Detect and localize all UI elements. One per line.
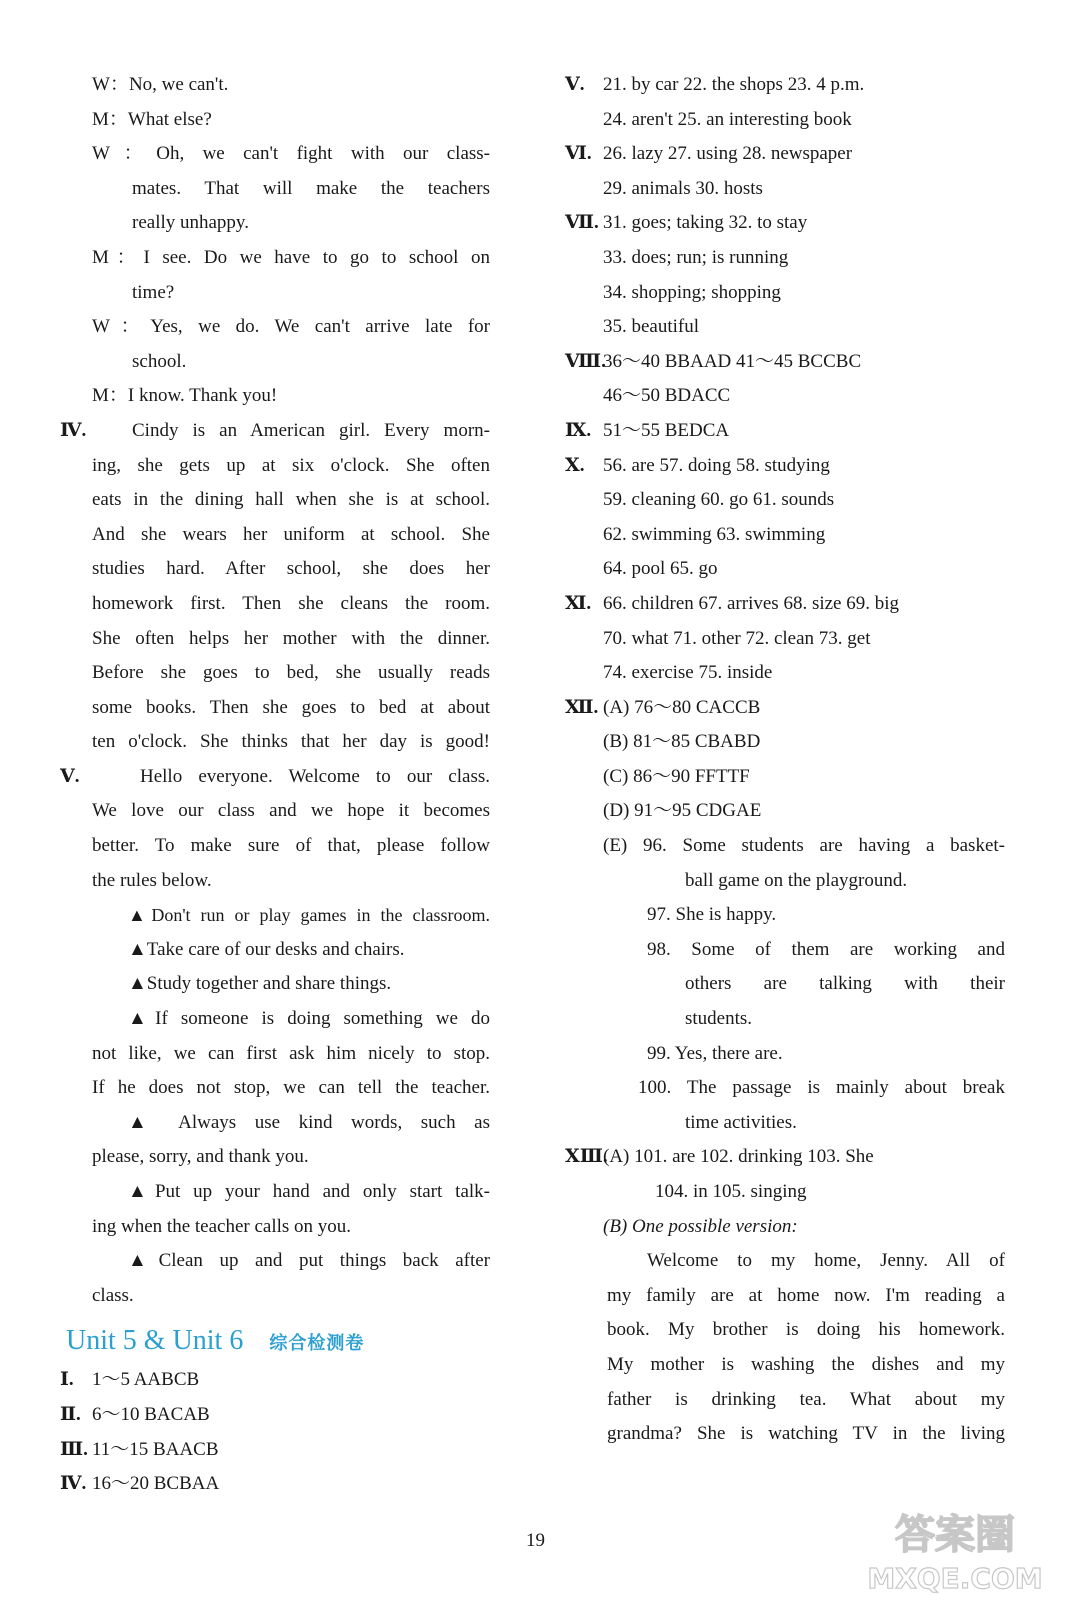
- answer-line: ball game on the playground.: [685, 869, 908, 891]
- watermark-logo: [845, 1500, 1065, 1595]
- answer-line: Ⅲ. 11～15 BAACB: [60, 1438, 219, 1460]
- essay-line: My mother is washing the dishes and my: [607, 1353, 1005, 1375]
- answer-line: 64. pool 65. go: [603, 558, 718, 580]
- rule-line: If he does not stop, we can tell the teacher.: [92, 1077, 490, 1099]
- rule-line: ▲Put up your hand and only start talk-: [128, 1181, 490, 1202]
- rule-line: ▲If someone is doing something we do: [128, 1008, 490, 1030]
- answer-line: 35. beautiful: [603, 316, 700, 338]
- essay-line: Welcome to my home, Jenny. All of: [647, 1250, 1005, 1272]
- passage-line: Ⅴ. Hello everyone. Welcome to our class.: [60, 765, 490, 787]
- passage-line: We love our class and we hope it becomes: [92, 800, 490, 822]
- rule-line: ▲Clean up and put things back after: [128, 1250, 490, 1272]
- right-column: [565, 68, 1005, 1452]
- dialogue-line: mates. That will make the teachers: [132, 177, 490, 199]
- rule-line: ▲ Always use kind words, such as: [128, 1111, 490, 1133]
- dialogue-line: M：What else?: [92, 108, 212, 130]
- essay-line: my family are at home now. I'm reading a: [607, 1284, 1005, 1306]
- answer-line: 34. shopping; shopping: [603, 281, 781, 303]
- answer-line: 24. aren't 25. an interesting book: [603, 108, 852, 130]
- answer-line: others are talking with their: [685, 973, 1005, 995]
- dialogue-line: M：I see. Do we have to go to school on: [92, 246, 490, 268]
- passage-line: She often helps her mother with the dinner.: [92, 627, 490, 649]
- answer-line: (C) 86～90 FFTTF: [603, 765, 750, 787]
- unit-title: Unit 5 & Unit 6: [66, 1325, 244, 1357]
- answer-line: Ⅴ. 21. by car 22. the shops 23. 4 p.m.: [565, 74, 865, 95]
- page-number: 19: [526, 1530, 545, 1551]
- answer-line: 29. animals 30. hosts: [603, 177, 763, 199]
- answer-line: Ⅷ. 36～40 BBAAD 41～45 BCCBC: [565, 350, 862, 372]
- watermark-title: 答案圈: [895, 1512, 1015, 1558]
- passage-line: some books. Then she goes to bed at about: [92, 696, 490, 718]
- answer-line: 100. The passage is mainly about break: [638, 1077, 1005, 1099]
- passage-line: homework first. Then she cleans the room.: [92, 592, 490, 614]
- passage-line: better. To make sure of that, please follow: [92, 835, 490, 857]
- rule-line: class.: [92, 1284, 134, 1306]
- answer-line: 98. Some of them are working and: [647, 938, 1005, 960]
- answer-line: 59. cleaning 60. go 61. sounds: [603, 489, 835, 511]
- passage-line: Before she goes to bed, she usually reads: [92, 662, 490, 684]
- answer-line: 62. swimming 63. swimming: [603, 523, 826, 545]
- essay-line: grandma? She is watching TV in the living: [607, 1423, 1005, 1445]
- answer-line: students.: [685, 1008, 753, 1030]
- answer-line: (B) 81～85 CBABD: [603, 731, 761, 753]
- dialogue-line: time?: [132, 281, 175, 303]
- rule-line: not like, we can first ask him nicely to stop.: [92, 1042, 490, 1064]
- answer-line: 46～50 BDACC: [603, 385, 731, 407]
- answer-line: Ⅸ. 51～55 BEDCA: [565, 419, 730, 441]
- watermark-url: MXQE.COM: [867, 1562, 1043, 1595]
- essay-line: book. My brother is doing his homework.: [607, 1319, 1005, 1341]
- unit-heading: [60, 1319, 490, 1363]
- answer-line: 33. does; run; is running: [603, 246, 789, 268]
- answer-line: 70. what 71. other 72. clean 73. get: [603, 627, 871, 649]
- dialogue-line: W：No, we can't.: [92, 74, 229, 95]
- answer-line: Ⅰ. 1～5 AABCB: [60, 1369, 200, 1391]
- dialogue-line: school.: [132, 350, 187, 372]
- answer-line: ⅩⅢ. (A) 101. are 102. drinking 103. She: [565, 1146, 874, 1168]
- passage-line: eats in the dining hall when she is at school.: [92, 489, 490, 511]
- answer-line: Ⅺ. 66. children 67. arrives 68. size 69. big: [565, 592, 900, 614]
- rule-line: please, sorry, and thank you.: [92, 1146, 309, 1168]
- answer-line: Ⅱ. 6～10 BACAB: [60, 1403, 210, 1425]
- answer-line: (E) 96. Some students are having a basket-: [603, 835, 1005, 857]
- answer-line: Ⅳ. 16～20 BCBAA: [60, 1473, 220, 1495]
- dialogue-line: M：I know. Thank you!: [92, 385, 278, 407]
- rule-line: ▲Take care of our desks and chairs.: [128, 938, 405, 960]
- answer-line: Ⅶ. 31. goes; taking 32. to stay: [565, 212, 808, 234]
- passage-line: Ⅳ. Cindy is an American girl. Every morn-: [60, 419, 490, 441]
- passage-line: And she wears her uniform at school. She: [92, 523, 490, 545]
- dialogue-line: W：Oh, we can't fight with our class-: [92, 143, 490, 165]
- rule-line: ing when the teacher calls on you.: [92, 1215, 352, 1237]
- dialogue-line: really unhappy.: [132, 212, 249, 234]
- rule-line: ▲Study together and share things.: [128, 973, 392, 995]
- answer-line: Ⅵ. 26. lazy 27. using 28. newspaper: [565, 143, 853, 165]
- answer-line: Ⅹ. 56. are 57. doing 58. studying: [565, 454, 830, 476]
- answer-line: time activities.: [685, 1111, 797, 1133]
- answer-line: 104. in 105. singing: [655, 1181, 807, 1202]
- unit-subtitle: 综合检测卷: [269, 1333, 365, 1355]
- passage-line: studies hard. After school, she does her: [92, 558, 490, 580]
- answer-line: 74. exercise 75. inside: [603, 662, 773, 684]
- dialogue-line: W：Yes, we do. We can't arrive late for: [92, 316, 490, 338]
- rule-line: ▲Don't run or play games in the classroom.: [128, 905, 490, 926]
- passage-line: ing, she gets up at six o'clock. She often: [92, 454, 490, 476]
- passage-line: ten o'clock. She thinks that her day is good!: [92, 731, 490, 753]
- answer-line: (D) 91～95 CDGAE: [603, 800, 762, 822]
- passage-line: the rules below.: [92, 869, 212, 891]
- left-column: [60, 68, 490, 1502]
- answer-line: (B) One possible version:: [603, 1215, 798, 1237]
- answer-line: 99. Yes, there are.: [647, 1042, 783, 1064]
- answer-line: Ⅻ. (A) 76～80 CACCB: [565, 696, 761, 718]
- answer-line: 97. She is happy.: [647, 904, 777, 926]
- essay-line: father is drinking tea. What about my: [607, 1388, 1005, 1410]
